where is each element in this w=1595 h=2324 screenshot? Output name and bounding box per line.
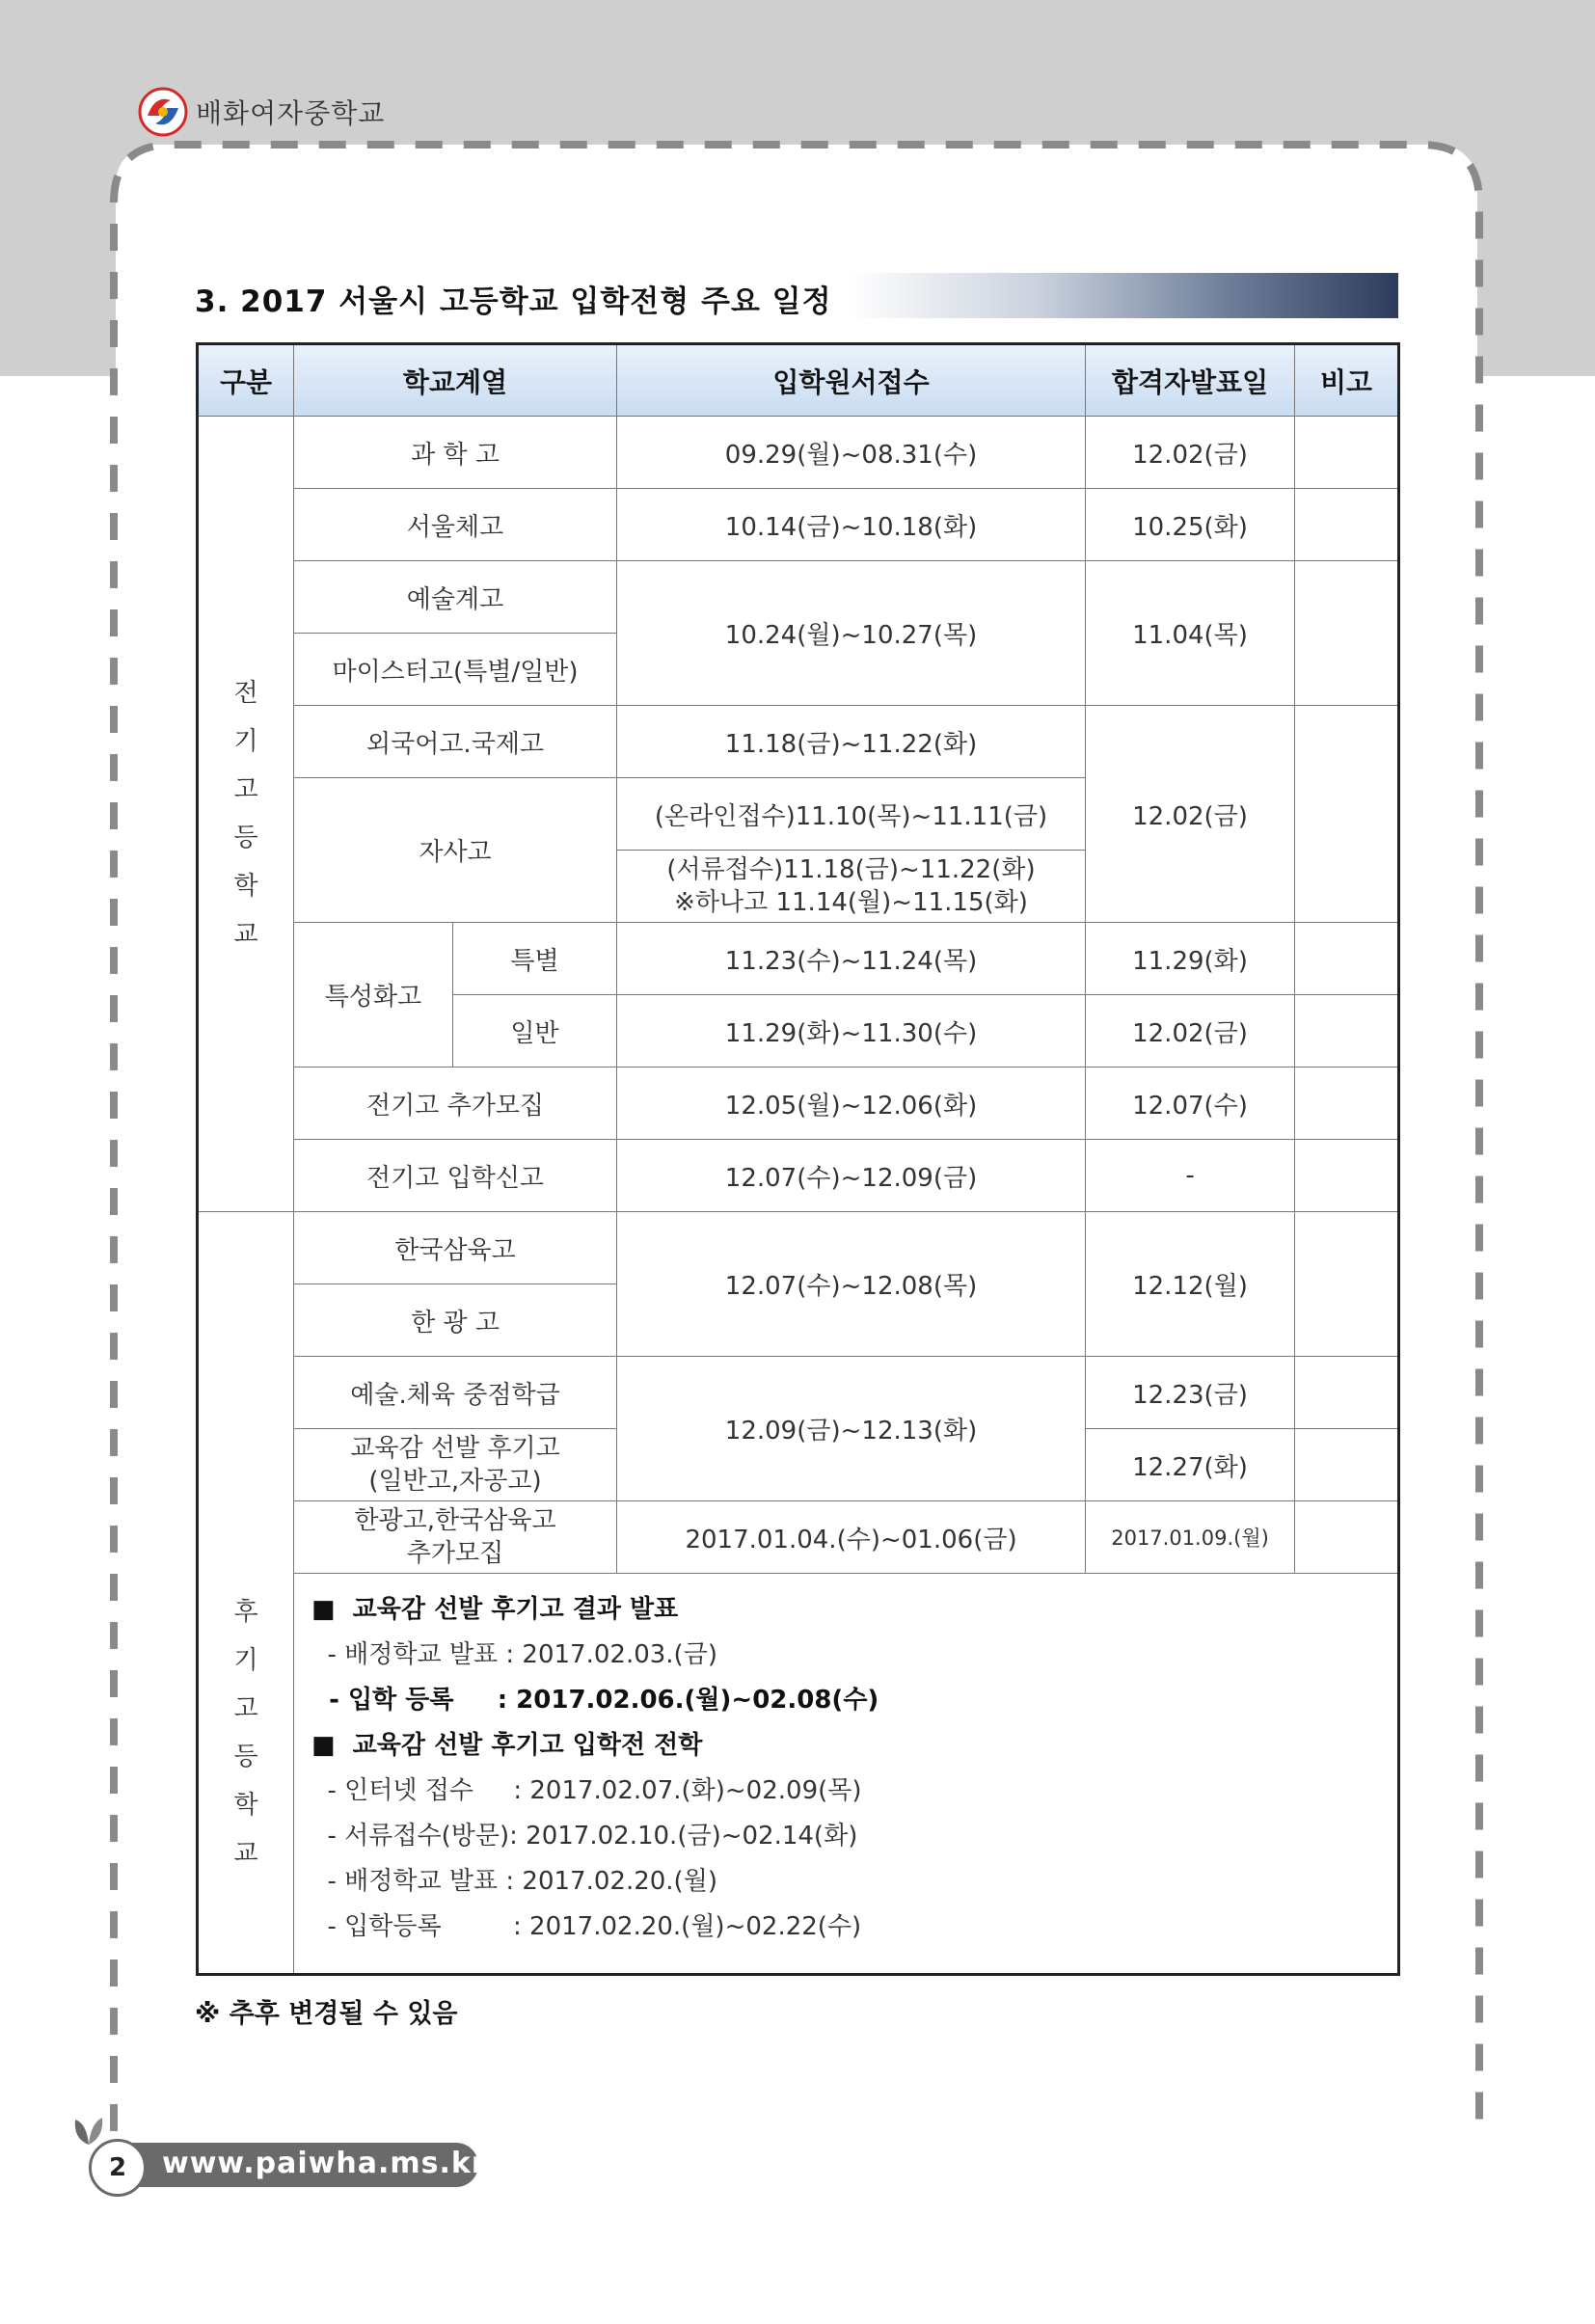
school-line-1: 한광고,한국삼육고 [354, 1506, 556, 1535]
apply-cell: 11.18(금)~11.22(화) [617, 706, 1086, 778]
note-heading: ■ 교육감 선발 후기고 입학전 전학 [311, 1731, 703, 1760]
table-row [198, 561, 1399, 634]
school-cell: 자사고 [294, 778, 617, 923]
header-category: 구분 [198, 344, 294, 417]
remarks-cell [1295, 489, 1399, 561]
table-row [198, 1067, 1399, 1140]
note-line: - 서류접수(방문): 2017.02.10.(금)~02.14(화) [311, 1822, 858, 1851]
school-cell: 예술계고 [294, 561, 617, 634]
notes-cell [294, 1574, 1399, 1975]
site-url-link[interactable]: www.paiwha.ms.kr [162, 2147, 487, 2180]
late-group-label: 후 기 고 등 학 교 [198, 1212, 294, 1975]
table-row [198, 1212, 1399, 1284]
table-header-row [198, 344, 1399, 417]
apply-cell: 12.05(월)~12.06(화) [617, 1067, 1086, 1140]
school-cell: 한 광 고 [294, 1284, 617, 1357]
footnote: ※ 추후 변경될 수 있음 [195, 1999, 458, 2029]
school-line-2: (일반고,자공고) [368, 1467, 542, 1496]
note-line: - 입학등록 : 2017.02.20.(월)~02.22(수) [311, 1912, 862, 1941]
page-number: 2 [89, 2139, 147, 2197]
table-row [198, 923, 1399, 995]
school-cell: 과 학 고 [294, 417, 617, 489]
sub-type-cell: 특별 [453, 923, 617, 995]
note-line: - 인터넷 접수 : 2017.02.07.(화)~02.09(목) [311, 1776, 862, 1805]
apply-cell [617, 851, 1086, 923]
remarks-cell [1295, 1429, 1399, 1501]
school-cell: 특성화고 [294, 923, 453, 1067]
apply-cell: 12.09(금)~12.13(화) [617, 1357, 1086, 1501]
school-name: 배화여자중학교 [196, 97, 386, 129]
apply-cell: 2017.01.04.(수)~01.06(금) [617, 1501, 1086, 1574]
result-cell: 12.27(화) [1086, 1429, 1295, 1501]
result-cell: 10.25(화) [1086, 489, 1295, 561]
remarks-cell [1295, 706, 1399, 923]
remarks-cell [1295, 1067, 1399, 1140]
result-cell: 12.23(금) [1086, 1357, 1295, 1429]
school-cell: 한국삼육고 [294, 1212, 617, 1284]
result-cell: 12.07(수) [1086, 1067, 1295, 1140]
schedule-table [196, 342, 1400, 1976]
apply-hana-text: ※하나고 11.14(월)~11.15(화) [674, 888, 1028, 917]
remarks-cell [1295, 561, 1399, 706]
section-title: 3. 2017 서울시 고등학교 입학전형 주요 일정 [195, 284, 832, 319]
sub-type-cell: 일반 [453, 995, 617, 1067]
result-cell: 11.04(목) [1086, 561, 1295, 706]
result-cell: - [1086, 1140, 1295, 1212]
apply-cell: 12.07(수)~12.09(금) [617, 1140, 1086, 1212]
result-cell: 11.29(화) [1086, 923, 1295, 995]
note-line: - 입학 등록 : 2017.02.06.(월)~02.08(수) [311, 1686, 879, 1715]
result-cell: 12.02(금) [1086, 995, 1295, 1067]
result-cell: 12.02(금) [1086, 706, 1295, 923]
remarks-cell [1295, 923, 1399, 995]
table-row [198, 706, 1399, 778]
notes-row [198, 1574, 1399, 1975]
early-group-label: 전 기 고 등 학 교 [198, 417, 294, 1212]
apply-cell: 11.23(수)~11.24(목) [617, 923, 1086, 995]
remarks-cell [1295, 1140, 1399, 1212]
school-cell: 외국어고.국제고 [294, 706, 617, 778]
note-heading: ■ 교육감 선발 후기고 결과 발표 [311, 1595, 679, 1624]
school-cell: 예술.체육 중점학급 [294, 1357, 617, 1429]
table-row [198, 489, 1399, 561]
school-cell: 서울체고 [294, 489, 617, 561]
result-cell: 12.02(금) [1086, 417, 1295, 489]
school-line-1: 교육감 선발 후기고 [350, 1434, 560, 1463]
remarks-cell [1295, 1501, 1399, 1574]
note-line: - 배정학교 발표 : 2017.02.03.(금) [311, 1640, 717, 1669]
apply-cell: 10.14(금)~10.18(화) [617, 489, 1086, 561]
header-result-date: 합격자발표일 [1086, 344, 1295, 417]
result-cell: 12.12(월) [1086, 1212, 1295, 1357]
remarks-cell [1295, 995, 1399, 1067]
remarks-cell [1295, 1212, 1399, 1357]
school-cell [294, 1501, 617, 1574]
header-remarks: 비고 [1295, 344, 1399, 417]
leaf-icon [69, 2112, 108, 2147]
school-cell: 전기고 입학신고 [294, 1140, 617, 1212]
remarks-cell [1295, 1357, 1399, 1429]
school-logo-icon [138, 87, 188, 137]
apply-doc-text: (서류접수)11.18(금)~11.22(화) [666, 855, 1036, 884]
apply-cell: 11.29(화)~11.30(수) [617, 995, 1086, 1067]
apply-cell: 09.29(월)~08.31(수) [617, 417, 1086, 489]
result-cell: 2017.01.09.(월) [1086, 1501, 1295, 1574]
table-row [198, 1501, 1399, 1574]
header-school-type: 학교계열 [294, 344, 617, 417]
school-line-2: 추가모집 [406, 1539, 504, 1568]
apply-cell: 12.07(수)~12.08(목) [617, 1212, 1086, 1357]
title-gradient-bar [849, 273, 1398, 318]
header-application: 입학원서접수 [617, 344, 1086, 417]
school-cell: 전기고 추가모집 [294, 1067, 617, 1140]
apply-cell: (온라인접수)11.10(목)~11.11(금) [617, 778, 1086, 851]
table-row [198, 1140, 1399, 1212]
table-row [198, 417, 1399, 489]
school-cell [294, 1429, 617, 1501]
table-row [198, 1357, 1399, 1429]
remarks-cell [1295, 417, 1399, 489]
apply-cell: 10.24(월)~10.27(목) [617, 561, 1086, 706]
note-line: - 배정학교 발표 : 2017.02.20.(월) [311, 1867, 717, 1896]
school-cell: 마이스터고(특별/일반) [294, 634, 617, 706]
